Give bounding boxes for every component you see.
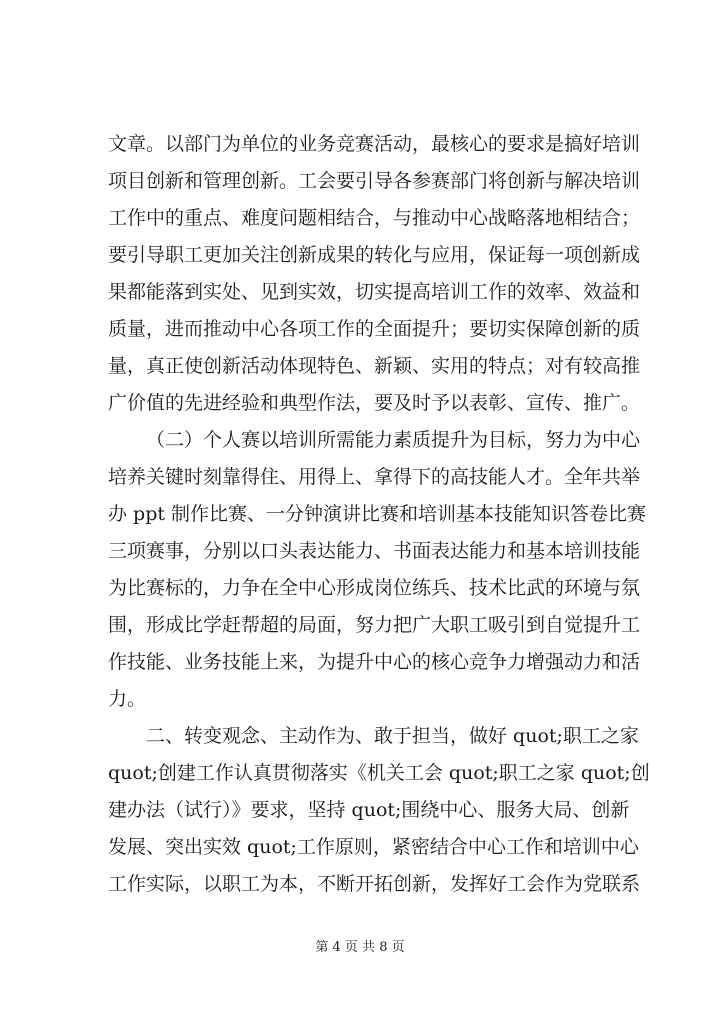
body-line: 文章。以部门为单位的业务竞赛活动，最核心的要求是搞好培训: [108, 133, 641, 155]
body-line: 项目创新和管理创新。工会要引导各参赛部门将创新与解决培训: [108, 170, 641, 192]
document-body: [108, 126, 650, 903]
body-line: 为比赛标的，力争在全中心形成岗位练兵、技术比武的环境与氛: [108, 577, 641, 599]
body-line: 广价值的先进经验和典型作法，要及时予以表彰、宣传、推广。: [108, 392, 641, 414]
body-line: 工作实际，以职工为本，不断开拓创新，发挥好工会作为党联系: [108, 873, 641, 895]
body-line: 量，真正使创新活动体现特色、新颖、实用的特点；对有较高推: [108, 355, 641, 377]
body-line: quot;创建工作认真贯彻落实《机关工会 quot;职工之家 quot;创: [108, 762, 650, 784]
body-line: 办 ppt 制作比赛、一分钟演讲比赛和培训基本技能知识答卷比赛: [108, 503, 647, 525]
body-line: 建办法（试行）》要求，坚持 quot;围绕中心、服务大局、创新: [108, 799, 630, 821]
body-line: 要引导职工更加关注创新成果的转化与应用，保证每一项创新成: [108, 244, 641, 266]
paragraph-first-line: （二）个人赛以培训所需能力素质提升为目标，努力为中心: [146, 429, 641, 451]
body-line: 作技能、业务技能上来，为提升中心的核心竞争力增强动力和活: [108, 651, 641, 673]
body-line: 培养关键时刻靠得住、用得上、拿得下的高技能人才。全年共举: [108, 466, 641, 488]
body-line: 工作中的重点、难度问题相结合，与推动中心战略落地相结合；: [108, 207, 641, 229]
section-heading-line: 二、转变观念、主动作为、敢于担当，做好 quot;职工之家: [146, 725, 639, 747]
body-line: 力。: [108, 688, 147, 710]
body-line: 质量，进而推动中心各项工作的全面提升；要切实保障创新的质: [108, 318, 641, 340]
body-line: 围，形成比学赶帮超的局面，努力把广大职工吸引到自觉提升工: [108, 614, 641, 636]
page-number-footer: 第 4 页 共 8 页: [315, 940, 405, 955]
body-line: 果都能落到实处、见到实效，切实提高培训工作的效率、效益和: [108, 281, 641, 303]
body-line: 三项赛事，分别以口头表达能力、书面表达能力和基本培训技能: [108, 540, 641, 562]
body-line: 发展、突出实效 quot;工作原则，紧密结合中心工作和培训中心: [108, 836, 639, 858]
